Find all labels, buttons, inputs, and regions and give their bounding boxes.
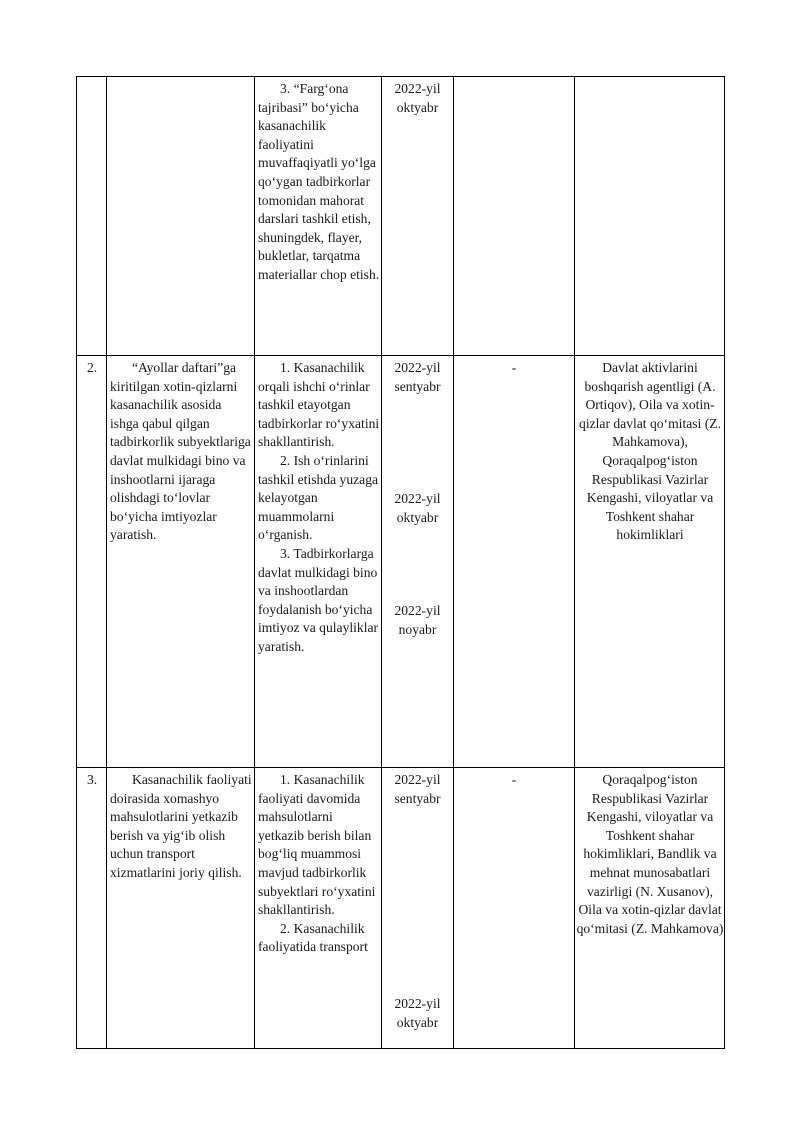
task-cell: Kasanachilik faoliyati doirasida xomashyo mahsulotlarini yetkazib berish va yig‘ib olish uchun transport xizmatlarini joriy qilish.: [110, 772, 252, 880]
table-border: [724, 76, 725, 1049]
table-border: [76, 76, 77, 1049]
action-item: 1. Kasanachilik orqali ishchi o‘rinlar tashkil etayotgan tadbirkorlar ro‘yxatini shakllantirish.: [258, 360, 380, 450]
responsible-cell: Qoraqalpog‘iston Respublikasi Vazirlar Kengashi, viloyatlar va Toshkent shahar hokimliklari, Bandlik va mehnat munosabatlari vazirligi (N. Xusanov), Oila va xotin-qizlar davlat qo‘mitasi (Z. Mahkamova): [576, 772, 724, 936]
deadline-text: 2022-yil oktyabr: [394, 491, 441, 525]
table-border: [453, 76, 454, 1049]
action-cell: [258, 359, 380, 657]
action-item: 2. Ish o‘rinlarini tashkil etishda yuzaga kelayotgan muammolarni o‘rganish.: [258, 452, 379, 543]
table-border: [76, 767, 725, 768]
deadline-text: 2022-yil oktyabr: [394, 81, 441, 115]
action-item: 2. Kasanachilik faoliyatida transport: [258, 920, 368, 955]
deadline-text: 2022-yil sentyabr: [394, 772, 441, 806]
table-border: [76, 355, 725, 356]
action-item: 1. Kasanachilik faoliyati davomida mahsulotlarni yetkazib berish bilan bog‘liq muammosi mavjud tadbirkorlik subyektlari ro‘yxatini shakllantirish.: [258, 772, 376, 918]
row-number: 3.: [87, 772, 98, 787]
responsible-cell: Davlat aktivlarini boshqarish agentligi (A. Ortiqov), Oila va xotin-qizlar davlat qo‘mitasi (Z. Mahkamova), Qoraqalpog‘iston Respublikasi Vazirlar Kengashi, viloyatlar va Toshkent shahar hokimliklari: [579, 360, 721, 543]
task-cell: “Ayollar daftari”ga kiritilgan xotin-qizlarni kasanachilik asosida ishga qabul qilgan tadbirkorlik subyektlariga davlat mulkidagi bino va inshootlarni ijaraga olishdagi to‘lovlar bo‘yicha imtiyozlar yaratish.: [110, 360, 251, 543]
action-item: 3. Tadbirkorlarga davlat mulkidagi bino va inshootlardan foydalanish bo‘yicha imtiyoz va qulayliklar yaratish.: [258, 545, 379, 654]
extra-cell: -: [511, 360, 517, 375]
extra-cell: -: [511, 772, 517, 787]
table-border: [381, 76, 382, 1049]
action-cell: [258, 771, 380, 957]
row-number: 2.: [87, 360, 98, 375]
deadline-text: 2022-yil noyabr: [394, 603, 441, 637]
table-border: [76, 76, 725, 77]
table-border: [254, 76, 255, 1049]
deadline-text: 2022-yil oktyabr: [394, 996, 441, 1030]
table-border: [106, 76, 107, 1049]
action-item: 3. “Farg‘ona tajribasi” bo‘yicha kasanachilik faoliyatini muvaffaqiyatli yo‘lga qo‘ygan tadbirkorlar tomonidan mahorat darslari tashkil etish, shuningdek, flayer, bukletlar, tarqatma materiallar chop etish.: [258, 81, 380, 282]
deadline-text: 2022-yil sentyabr: [394, 360, 441, 394]
table-border: [76, 1048, 725, 1049]
action-cell: [258, 80, 380, 285]
table-border: [574, 76, 575, 1049]
